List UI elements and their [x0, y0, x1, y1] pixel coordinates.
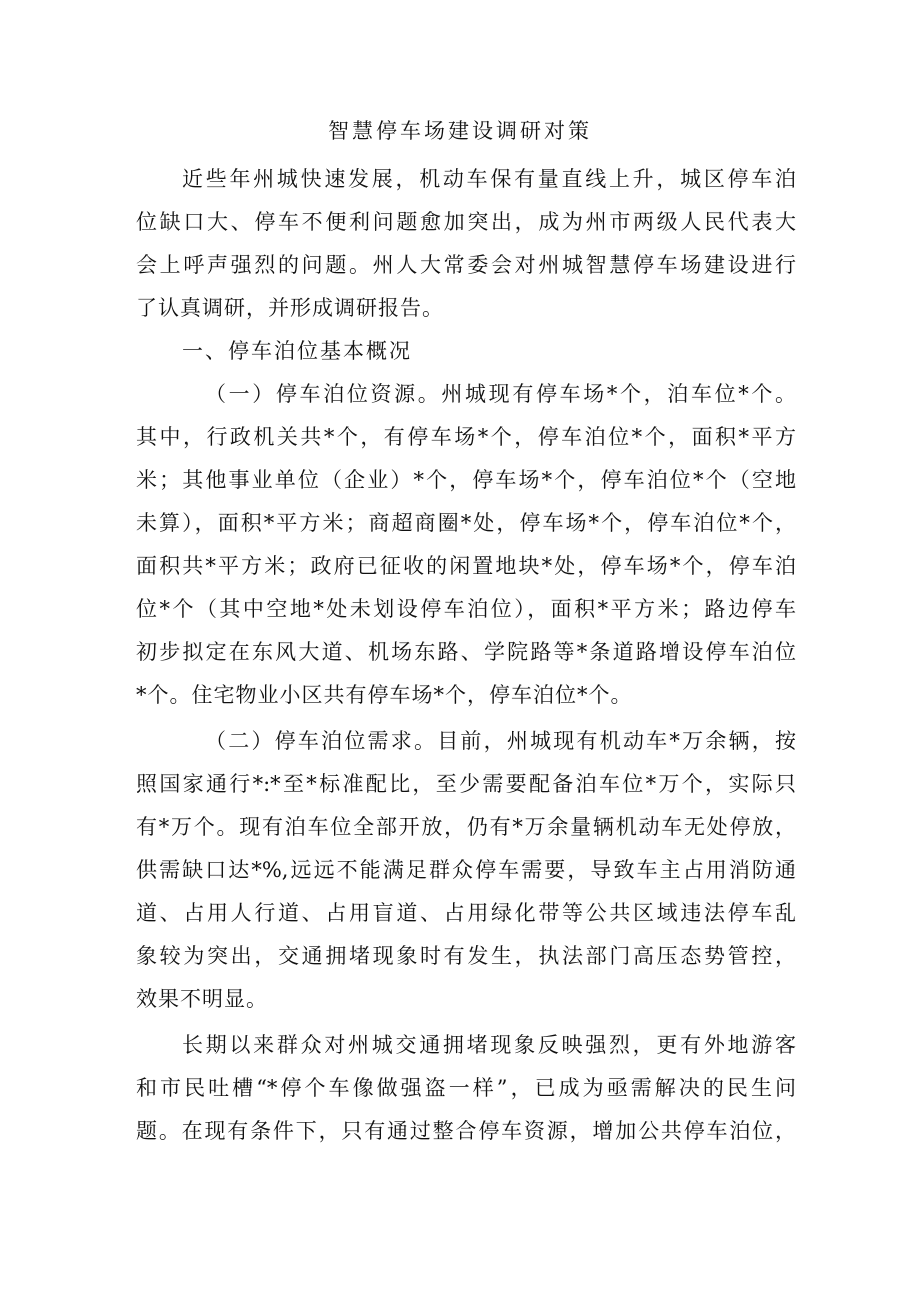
body-line: 效果不明显。: [136, 987, 268, 1011]
body-line: 位*个（其中空地*处未划设停车泊位），面积*平方米；路边停车: [136, 597, 796, 621]
body-line: 照国家通行*:*至*标准配比，至少需要配备泊车位*万个，实际只: [136, 772, 796, 796]
body-line: 道、占用人行道、占用盲道、占用绿化带等公共区域违法停车乱: [136, 901, 796, 925]
body-line: 初步拟定在东风大道、机场东路、学院路等*条道路增设停车泊位: [136, 640, 796, 664]
subsection-first-line: （二）停车泊位需求。目前，州城现有机动车*万余辆，按: [205, 729, 796, 753]
body-line: 供需缺口达*%,远远不能满足群众停车需要，导致车主占用消防通: [136, 858, 796, 882]
body-line: 长期以来群众对州城交通拥堵现象反映强烈，更有外地游客: [182, 1033, 796, 1057]
body-line: 了认真调研，并形成调研报告。: [136, 296, 444, 320]
body-line: 象较为突出，交通拥堵现象时有发生，执法部门高压态势管控，: [136, 944, 796, 968]
subsection-first-line: （一）停车泊位资源。州城现有停车场*个，泊车位*个。: [205, 382, 796, 406]
document-title: 智慧停车场建设调研对策: [328, 119, 592, 143]
body-line: 题。在现有条件下，只有通过整合停车资源，增加公共停车泊位，: [136, 1119, 796, 1143]
body-line: 和市民吐槽“*停个车像做强盗一样”，已成为亟需解决的民生问: [136, 1076, 796, 1100]
body-line: 未算），面积*平方米；商超商圈*处，停车场*个，停车泊位*个，: [136, 511, 796, 535]
body-line: 近些年州城快速发展，机动车保有量直线上升，城区停车泊: [182, 167, 796, 191]
body-line: *个。住宅物业小区共有停车场*个，停车泊位*个。: [136, 683, 633, 707]
body-line: 会上呼声强烈的问题。州人大常委会对州城智慧停车场建设进行: [136, 253, 796, 277]
body-line: 有*万个。现有泊车位全部开放，仍有*万余量辆机动车无处停放，: [136, 815, 796, 839]
body-line: 面积共*平方米；政府已征收的闲置地块*处，停车场*个，停车泊: [136, 554, 796, 578]
body-line: 其中，行政机关共*个，有停车场*个，停车泊位*个，面积*平方: [136, 425, 796, 449]
section-heading: 一、停车泊位基本概况: [182, 339, 412, 363]
body-line: 米；其他事业单位（企业）*个，停车场*个，停车泊位*个（空地: [136, 468, 796, 492]
body-line: 位缺口大、停车不便利问题愈加突出，成为州市两级人民代表大: [136, 210, 796, 234]
